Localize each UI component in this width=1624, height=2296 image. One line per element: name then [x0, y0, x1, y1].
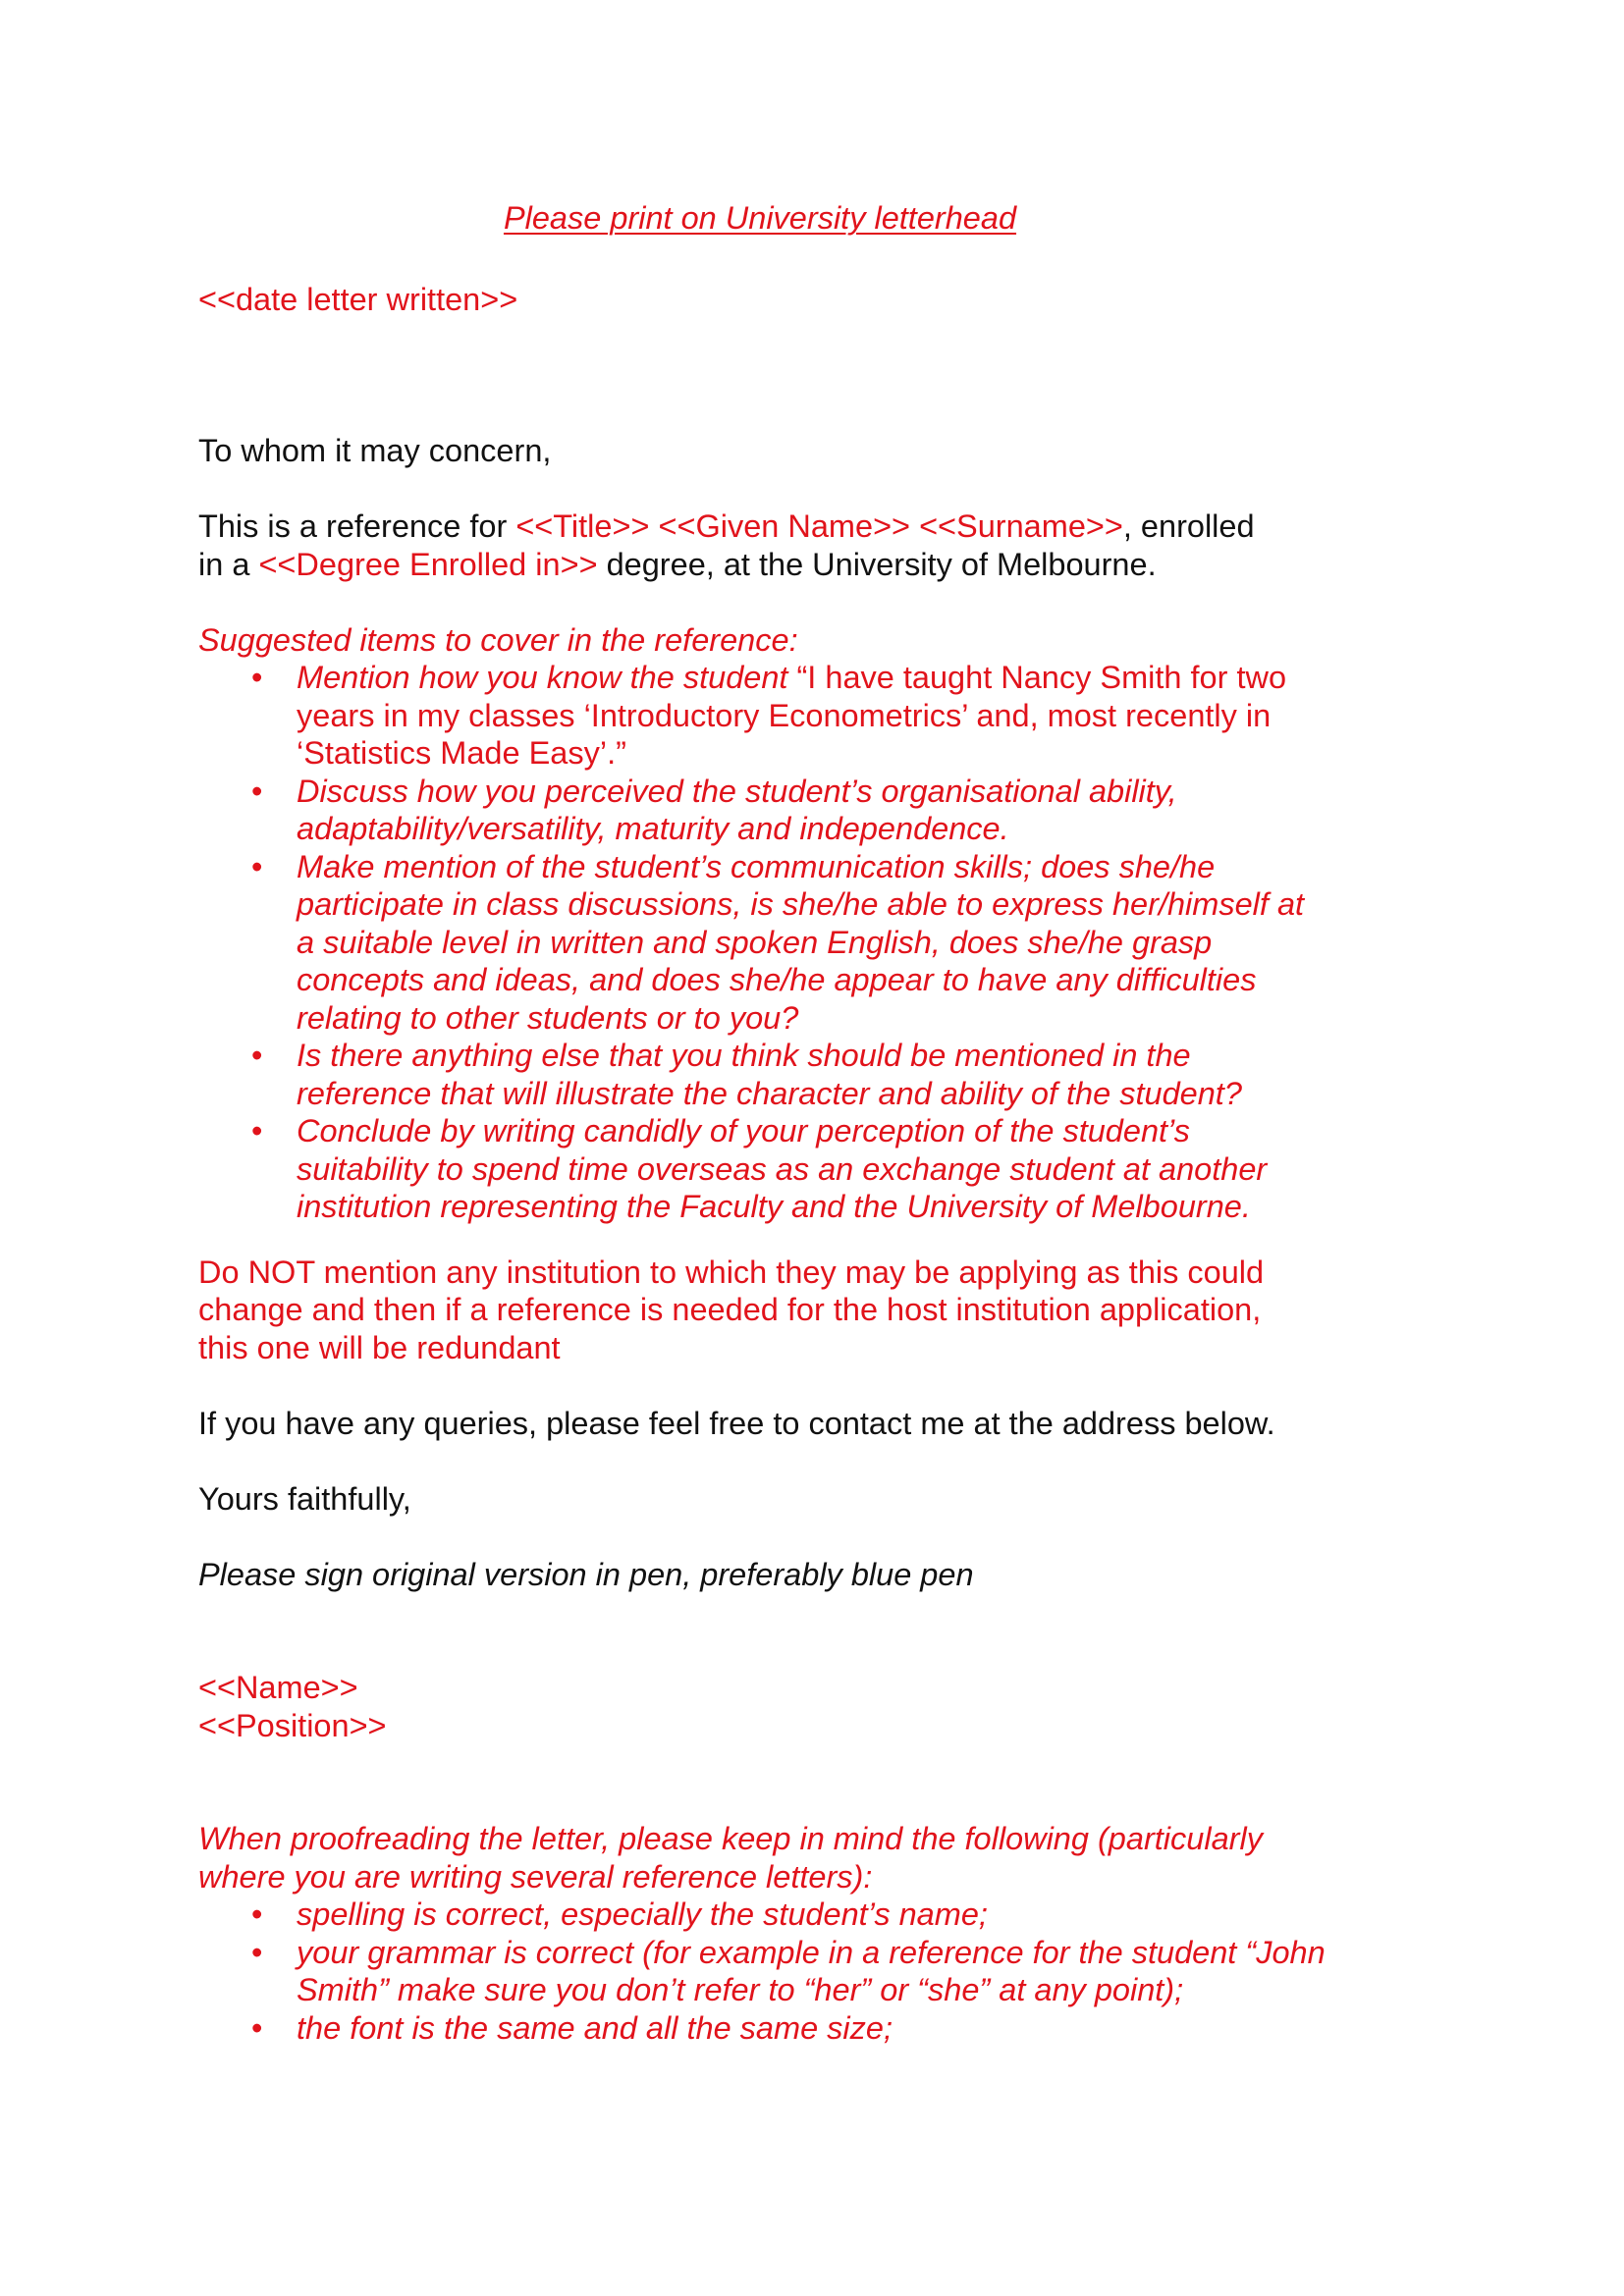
- suggested-items-list: [198, 659, 1327, 1226]
- bullet-icon: •: [251, 2009, 263, 2046]
- spacer: [198, 238, 1327, 281]
- salutation: To whom it may concern,: [198, 433, 552, 468]
- signature-space: [198, 1593, 1327, 1669]
- bullet-icon: •: [251, 1113, 263, 1148]
- list-item: [198, 2009, 1327, 2048]
- spacer: [198, 470, 1327, 508]
- suggested-heading: Suggested items to cover in the reference:: [198, 621, 798, 658]
- closing: Yours faithfully,: [198, 1480, 411, 1517]
- degree-placeholder: <<Degree Enrolled in>>: [258, 546, 598, 582]
- signature-note: Please sign original version in pen, preferably blue pen: [198, 1556, 974, 1592]
- intro-text: This is a reference for: [198, 508, 516, 544]
- letterhead-note: Please print on University letterhead: [503, 200, 1017, 236]
- item-instruction: Mention how you know the student: [297, 660, 788, 695]
- list-item: [198, 773, 1327, 848]
- spacer: [198, 1366, 1327, 1405]
- item-instruction: Discuss how you perceived the student’s organisational ability, adaptability/versatility, maturity and independence.: [297, 773, 1177, 846]
- spacer: [198, 1744, 1327, 1820]
- item-instruction: Is there anything else that you think should be mentioned in the reference that will illustrate the character and ability of the student?: [297, 1038, 1242, 1111]
- warning-paragraph: Do NOT mention any institution to which they may be applying as this could change and then if a reference is needed for the host institution application, this one will be redundant: [198, 1254, 1265, 1365]
- proofreading-item: the font is the same and all the same size;: [297, 2009, 893, 2046]
- item-instruction: Conclude by writing candidly of your perception of the student’s suitability to spend time overseas as an exchange student at another institution representing the Faculty and the University of Melbourne.: [297, 1113, 1268, 1224]
- intro-paragraph: [198, 507, 1288, 583]
- date-placeholder: <<date letter written>>: [198, 281, 518, 317]
- position-placeholder: <<Position>>: [198, 1707, 387, 1743]
- item-instruction: Make mention of the student’s communication skills; does she/he participate in class discussions, is she/he able to express her/himself at a suitable level in written and spoken English, does she/he grasp concepts and ideas, and does she/he appear to have any difficulties relating to other students or to you?: [297, 848, 1305, 1036]
- spacer: [198, 318, 1327, 432]
- bullet-icon: •: [251, 1038, 263, 1073]
- letter-page: [198, 199, 1327, 2047]
- item-example: “I have taught Nancy Smith for two years in my classes ‘Introductory Econometrics’ and, most recently in ‘Statistics Made Easy’.”: [297, 660, 1287, 771]
- spacer: [198, 1226, 1327, 1254]
- given-name-placeholder: <<Given Name>>: [658, 508, 911, 544]
- proofreading-heading: When proofreading the letter, please keep in mind the following (particularly where you are writing several reference letters):: [198, 1821, 1263, 1895]
- surname-placeholder: <<Surname>>: [919, 508, 1123, 544]
- title-placeholder: <<Title>>: [515, 508, 650, 544]
- spacer: [198, 583, 1327, 621]
- list-item: [198, 1934, 1327, 2009]
- name-placeholder: <<Name>>: [198, 1670, 358, 1705]
- bullet-icon: •: [251, 1934, 263, 1970]
- list-item: [198, 1112, 1327, 1226]
- list-item: [198, 1896, 1327, 1934]
- bullet-icon: •: [251, 660, 263, 695]
- proofreading-item: your grammar is correct (for example in a reference for the student “John Smith” make sure you don’t refer to “her” or “she” at any point);: [297, 1934, 1326, 2007]
- list-item: [198, 848, 1327, 1038]
- bullet-icon: •: [251, 848, 263, 884]
- proofreading-item: spelling is correct, especially the student’s name;: [297, 1896, 988, 1932]
- queries-paragraph: If you have any queries, please feel free to contact me at the address below.: [198, 1405, 1275, 1441]
- intro-text: degree, at the University of Melbourne.: [597, 546, 1157, 582]
- list-item: [198, 1037, 1327, 1112]
- intro-text: , enrolled: [1122, 508, 1255, 544]
- intro-text: in a: [198, 546, 259, 582]
- bullet-icon: •: [251, 773, 263, 809]
- spacer: [198, 1442, 1327, 1480]
- bullet-icon: •: [251, 1896, 263, 1932]
- spacer: [198, 1518, 1327, 1556]
- proofreading-list: [198, 1896, 1327, 2047]
- list-item: [198, 659, 1327, 773]
